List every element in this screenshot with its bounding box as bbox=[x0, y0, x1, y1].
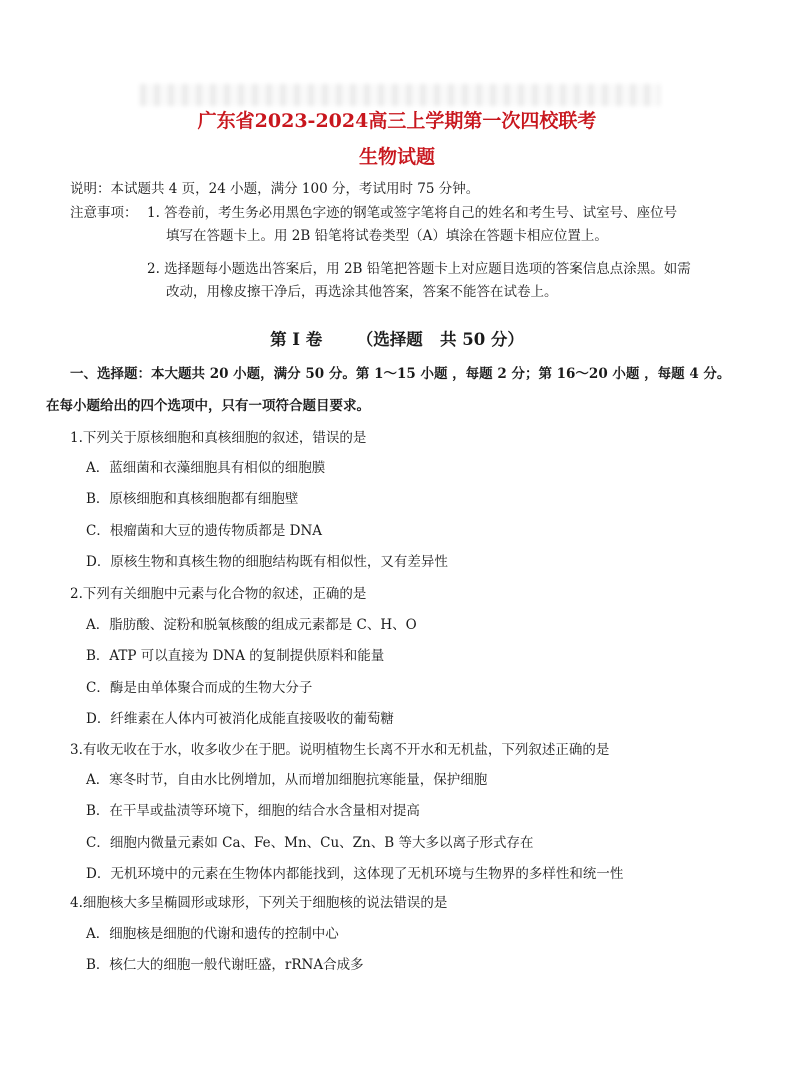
exam-description: 说明：本试题共 4 页，24 小题，满分 100 分，考试用时 75 分钟。 bbox=[70, 181, 480, 197]
exam-subtitle: 生物试题 bbox=[358, 146, 435, 168]
question-1-option-a: A．蓝细菌和衣藻细胞具有相似的细胞膜 bbox=[86, 460, 326, 476]
question-1-option-c: C．根瘤菌和大豆的遗传物质都是 DNA bbox=[86, 523, 323, 539]
question-1-option-d: D．原核生物和真核生物的细胞结构既有相似性，又有差异性 bbox=[86, 554, 448, 570]
question-2-option-a: A．脂肪酸、淀粉和脱氧核酸的组成元素都是 C、H、O bbox=[86, 617, 417, 633]
notes-label: 注意事项： bbox=[70, 205, 138, 221]
scan-artifact bbox=[140, 84, 660, 106]
question-3-option-c: C．细胞内微量元素如 Ca、Fe、Mn、Cu、Zn、B 等大多以离子形式存在 bbox=[86, 835, 534, 851]
question-3-stem: 3.有收无收在于水，收多收少在于肥。说明植物生长离不开水和无机盐，下列叙述正确的是 bbox=[70, 742, 610, 758]
question-4-stem: 4.细胞核大多呈椭圆形或球形，下列关于细胞核的说法错误的是 bbox=[70, 895, 448, 911]
question-2-stem: 2.下列有关细胞中元素与化合物的叙述，正确的是 bbox=[70, 586, 367, 602]
exam-title: 广东省2023-2024高三上学期第一次四校联考 bbox=[197, 110, 597, 132]
question-2-option-d: D．纤维素在人体内可被消化成能直接吸收的葡萄糖 bbox=[86, 711, 394, 727]
question-1-stem: 1.下列关于原核细胞和真核细胞的叙述，错误的是 bbox=[70, 430, 367, 446]
question-4-option-b: B．核仁大的细胞一般代谢旺盛，rRNA合成多 bbox=[86, 957, 364, 973]
note2-line2: 改动，用橡皮擦干净后，再选涂其他答案，答案不能答在试卷上。 bbox=[166, 284, 558, 300]
question-1-option-b: B．原核细胞和真核细胞都有细胞壁 bbox=[86, 491, 299, 507]
question-4-option-a: A．细胞核是细胞的代谢和遗传的控制中心 bbox=[86, 926, 339, 942]
question-2-option-b: B．ATP 可以直接为 DNA 的复制提供原料和能量 bbox=[86, 648, 385, 664]
question-3-option-a: A．寒冬时节，自由水比例增加，从而增加细胞抗寒能量，保护细胞 bbox=[86, 772, 488, 788]
note2-line1: 2. 选择题每小题选出答案后，用 2B 铅笔把答题卡上对应题目选项的答案信息点涂黑。如需 bbox=[147, 261, 691, 277]
section-title: 第 I 卷 （选择题 共 50 分） bbox=[270, 330, 524, 349]
section-intro-line2: 在每小题给出的四个选项中，只有一项符合题目要求。 bbox=[46, 398, 370, 414]
note1-line2: 填写在答题卡上。用 2B 铅笔将试卷类型（A）填涂在答题卡相应位置上。 bbox=[166, 228, 608, 244]
section-intro-line1: 一、选择题：本大题共 20 小题，满分 50 分。第 1～15 小题 ，每题 2 分；第 16～20 小题 ，每题 4 分。 bbox=[70, 366, 731, 382]
note1-line1: 1. 答卷前，考生务必用黑色字迹的钢笔或签字笔将自己的姓名和考生号、试室号、座位号 bbox=[147, 205, 678, 221]
question-2-option-c: C．酶是由单体聚合而成的生物大分子 bbox=[86, 680, 313, 696]
question-3-option-d: D．无机环境中的元素在生物体内都能找到，这体现了无机环境与生物界的多样性和统一性 bbox=[86, 866, 624, 882]
question-3-option-b: B．在干旱或盐渍等环境下，细胞的结合水含量相对提高 bbox=[86, 803, 420, 819]
